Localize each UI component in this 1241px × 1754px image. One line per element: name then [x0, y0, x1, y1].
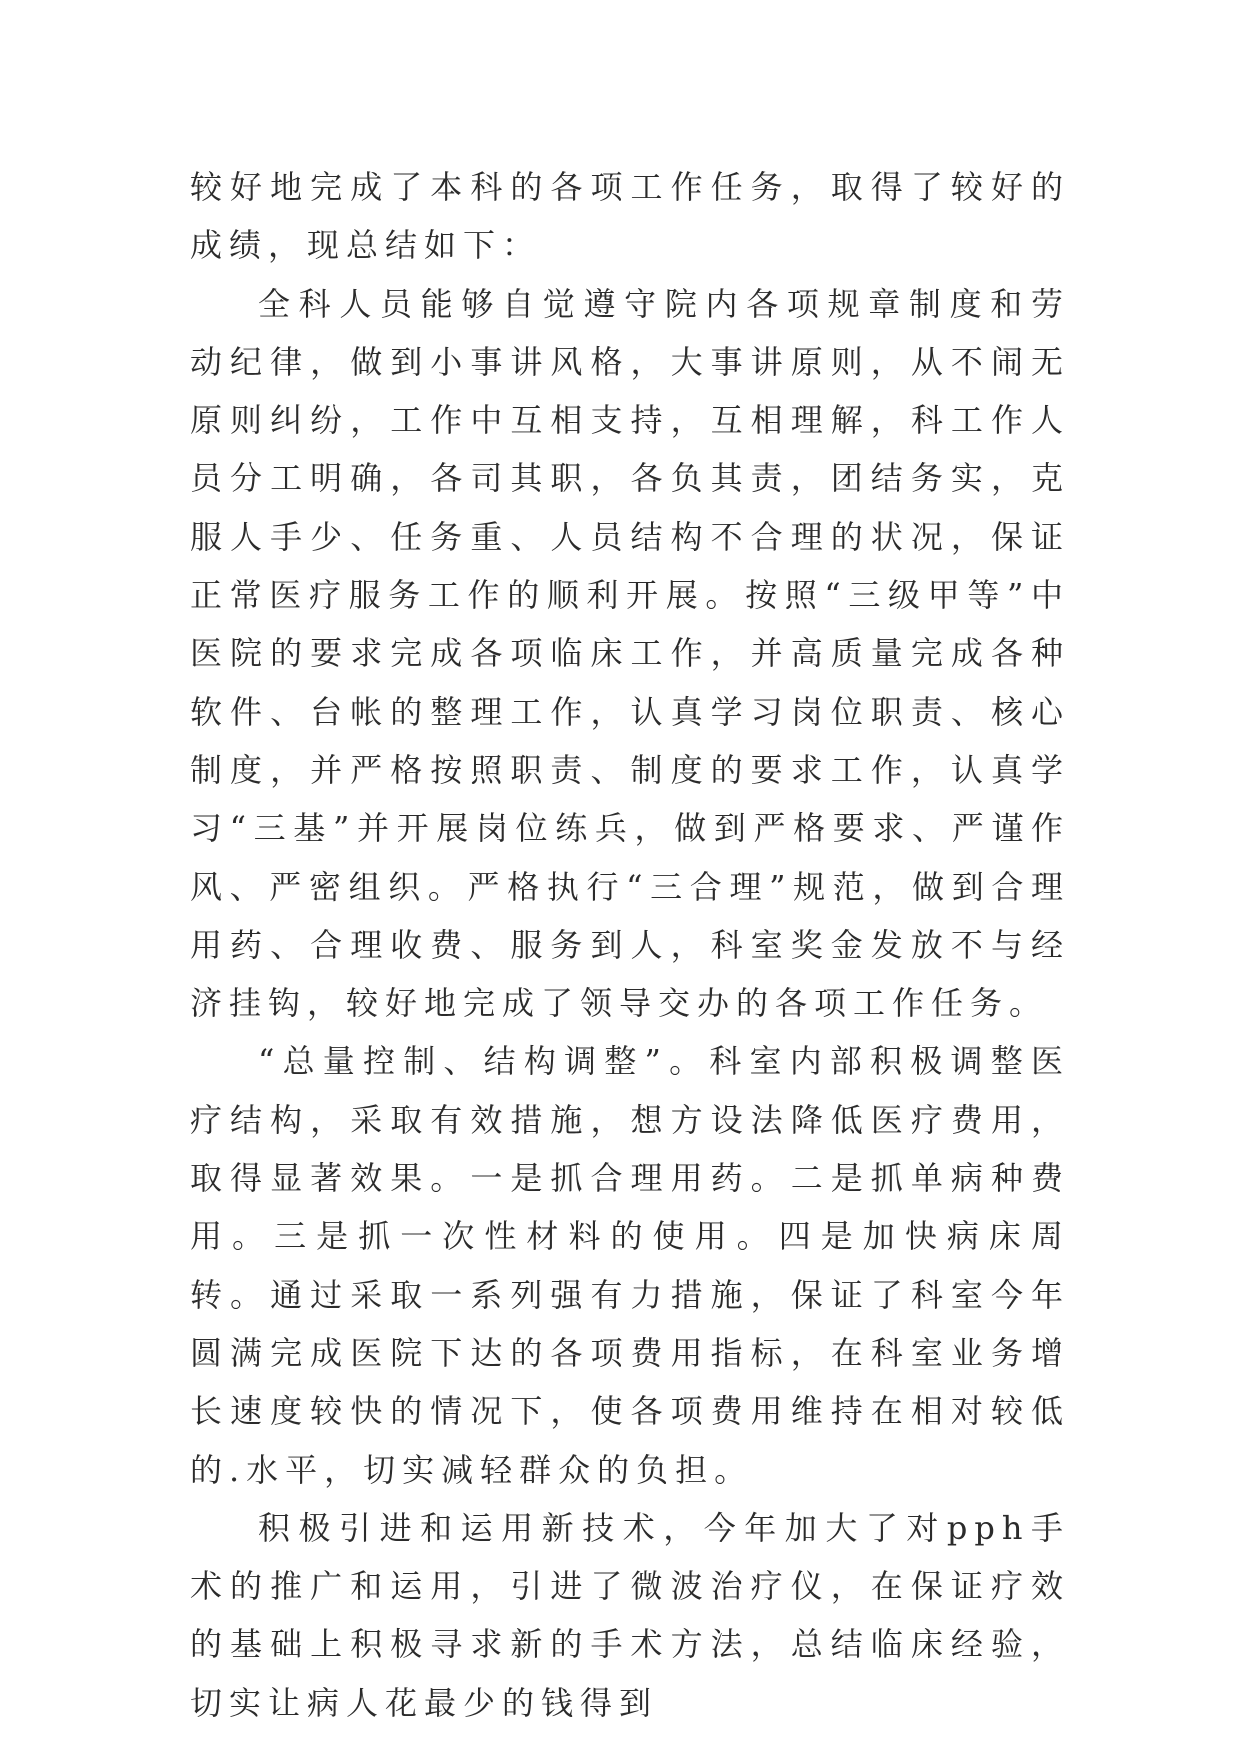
document-body [190, 158, 1070, 1732]
paragraph-1: 较好地完成了本科的各项工作任务，取得了较好的成绩，现总结如下： [190, 168, 1070, 265]
paragraph-2: 全科人员能够自觉遵守院内各项规章制度和劳动纪律，做到小事讲风格，大事讲原则，从不闹无原则纠纷，工作中互相支持，互相理解，科工作人员分工明确，各司其职，各负其责，团结务实，克服人手少、任务重、人员结构不合理的状况，保证正常医疗服务工作的顺利开展。按照“三级甲等”中医院的要求完成各项临床工作，并高质量完成各种软件、台帐的整理工作，认真学习岗位职责、核心制度，并严格按照职责、制度的要求工作，认真学习“三基”并开展岗位练兵，做到严格要求、严谨作风、严密组织。严格执行“三合理”规范，做到合理用药、合理收费、服务到人，科室奖金发放不与经济挂钩，较好地完成了领导交办的各项工作任务。 [190, 284, 1070, 1023]
paragraph-3: “总量控制、结构调整”。科室内部积极调整医疗结构，采取有效措施，想方设法降低医疗费用，取得显著效果。一是抓合理用药。二是抓单病种费用。三是抓一次性材料的使用。四是加快病床周转。通过采取一系列强有力措施，保证了科室今年圆满完成医院下达的各项费用指标，在科室业务增长速度较快的情况下，使各项费用维持在相对较低的.水平，切实减轻群众的负担。 [190, 1042, 1070, 1489]
paragraph-4: 积极引进和运用新技术，今年加大了对pph手术的推广和运用，引进了微波治疗仪，在保证疗效的基础上积极寻求新的手术方法，总结临床经验，切实让病人花最少的钱得到 [190, 1508, 1070, 1722]
